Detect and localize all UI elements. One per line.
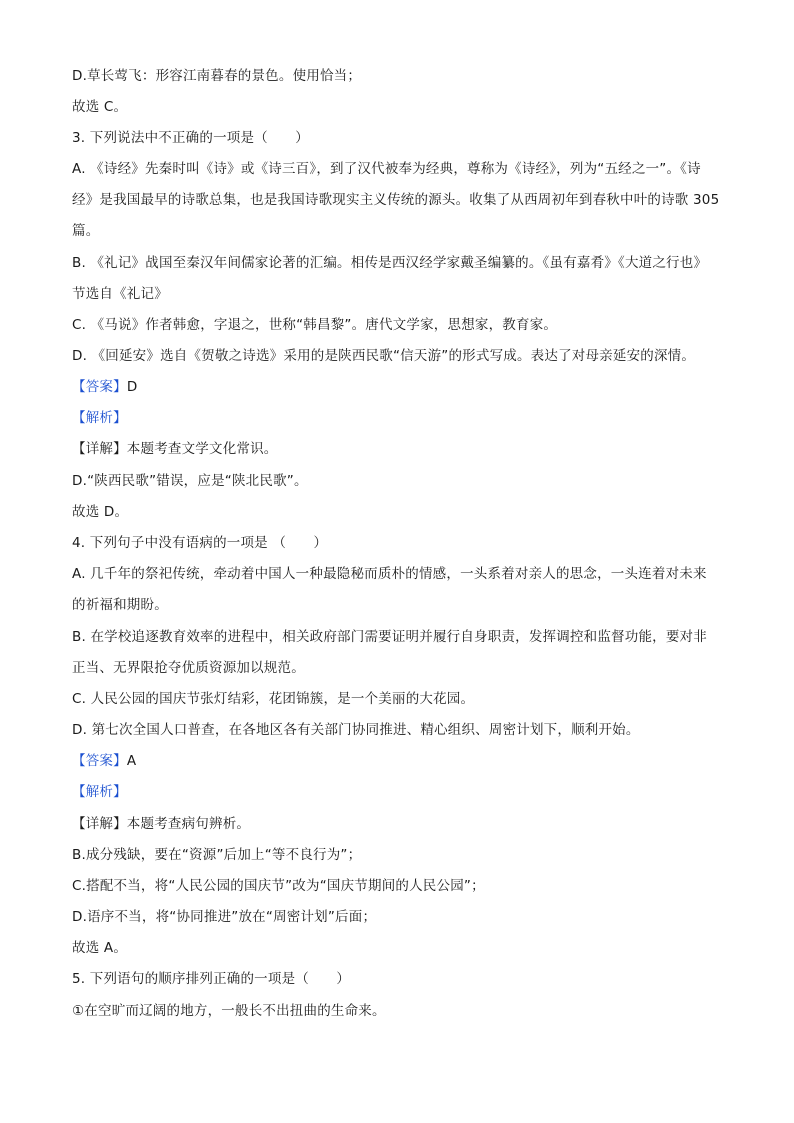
option-a-line: A. 几千年的祭祀传统，牵动着中国人一种最隐秘而质朴的情感，一头系着对亲人的思念，一头连着对未来 [72, 566, 707, 582]
option-c-line: C. 《马说》作者韩愈，字退之，世称“韩昌黎”。唐代文学家，思想家，教育家。 [72, 317, 558, 333]
option-c-line: C. 人民公园的国庆节张灯结彩，花团锦簇，是一个美丽的大花园。 [72, 691, 475, 707]
answer-line [72, 377, 732, 397]
text-line: 故选 C。 [72, 99, 128, 115]
answer-value: A [126, 753, 137, 769]
text-line: D.“陕西民歌”错误，应是“陕北民歌”。 [72, 473, 308, 489]
option-a-line: A. 《诗经》先秦时叫《诗》或《诗三百》，到了汉代被奉为经典，尊称为《诗经》，列为“五经之一”。《诗 [72, 161, 701, 177]
detail-line: 【详解】本题考查病句辨析。 [72, 816, 251, 832]
answer-tag: 【答案】 [72, 379, 127, 395]
text-line: C.搭配不当，将“人民公园的国庆节”改为“国庆节期间的人民公园”； [72, 878, 485, 894]
answer-tag: 【答案】 [72, 753, 127, 769]
question-3-stem: 3. 下列说法中不正确的一项是（ ） [72, 130, 309, 146]
text-line: 故选 A。 [72, 940, 128, 956]
text-line: D.草长莺飞：形容江南暮春的景色。使用恰当； [72, 68, 362, 84]
text-line: 故选 D。 [72, 504, 129, 520]
option-b-line: B. 在学校追逐教育效率的进程中，相关政府部门需要证明并履行自身职责，发挥调控和监督功能，要对非 [72, 629, 707, 645]
analysis-tag: 【解析】 [72, 410, 127, 426]
option-d-line: D. 第七次全国人口普查，在各地区各有关部门协同推进、精心组织、周密计划下，顺利开始。 [72, 722, 640, 738]
option-b-line: 正当、无界限抢夺优质资源加以规范。 [72, 660, 305, 676]
option-a-line: 的祈福和期盼。 [72, 597, 168, 613]
answer-value: D [126, 379, 138, 395]
analysis-tag: 【解析】 [72, 784, 127, 800]
detail-line: 【详解】本题考查文学文化常识。 [72, 441, 278, 457]
text-line: B.成分残缺，要在“资源”后加上“等不良行为”； [72, 847, 362, 863]
option-b-line: B. 《礼记》战国至秦汉年间儒家论著的汇编。相传是西汉经学家戴圣编纂的。《虽有嘉肴》《大道之行也》 [72, 255, 708, 271]
option-a-line: 经》是我国最早的诗歌总集，也是我国诗歌现实主义传统的源头。收集了从西周初年到春秋中叶的诗歌 305 [72, 192, 720, 208]
option-a-line: 篇。 [72, 223, 100, 239]
answer-line [72, 751, 732, 771]
question-5-stem: 5. 下列语句的顺序排列正确的一项是（ ） [72, 971, 351, 987]
text-line: ①在空旷而辽阔的地方，一般长不出扭曲的生命来。 [72, 1003, 386, 1019]
option-d-line: D. 《回延安》选自《贺敬之诗选》采用的是陕西民歌“信天游”的形式写成。表达了对母亲延安的深情。 [72, 348, 696, 364]
question-4-stem: 4. 下列句子中没有语病的一项是 （ ） [72, 535, 328, 551]
text-line: D.语序不当，将“协同推进”放在“周密计划”后面； [72, 909, 377, 925]
option-b-line: 节选自《礼记》 [72, 286, 168, 302]
